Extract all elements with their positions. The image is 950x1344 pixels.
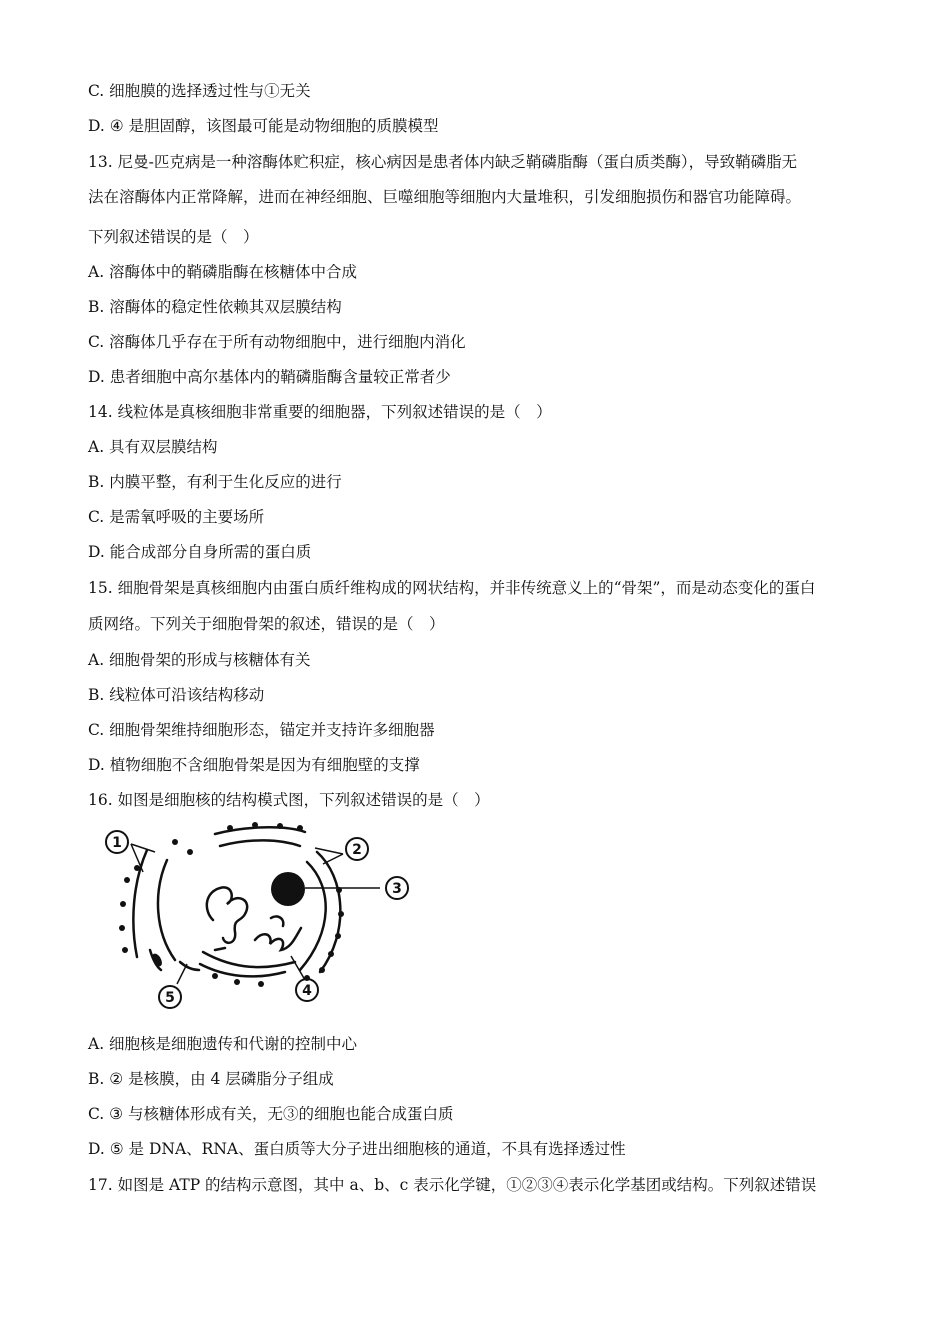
option-c: C. ③ 与核糖体形成有关，无③的细胞也能合成蛋白质	[88, 1105, 454, 1123]
question-17-stem: 17. 如图是 ATP 的结构示意图，其中 a、b、c 表示化学键，①②③④表示化学基团或结构。下列叙述错误	[88, 1176, 817, 1194]
question-14-stem: 14. 线粒体是真核细胞非常重要的细胞器，下列叙述错误的是（ ）	[88, 403, 552, 421]
question-15-stem: 15. 细胞骨架是真核细胞内由蛋白质纤维构成的网状结构，并非传统意义上的“骨架”，而是动态变化的蛋白	[88, 579, 816, 597]
option-b: B. 线粒体可沿该结构移动	[88, 686, 265, 704]
inner-membrane-bottom	[203, 952, 295, 967]
option-b: B. 溶酶体的稳定性依赖其双层膜结构	[88, 298, 342, 316]
inner-membrane-right	[300, 862, 326, 970]
option-c: C. 溶酶体几乎存在于所有动物细胞中，进行细胞内消化	[88, 333, 466, 351]
label-2: 2	[352, 842, 362, 858]
option-b: B. 内膜平整，有利于生化反应的进行	[88, 473, 342, 491]
option-d: D. 植物细胞不含细胞骨架是因为有细胞壁的支撑	[88, 756, 420, 774]
option-a: A. 溶酶体中的鞘磷脂酶在核糖体中合成	[88, 263, 358, 281]
chromatin	[255, 928, 301, 950]
text-line: 法在溶酶体内正常降解，进而在神经细胞、巨噬细胞等细胞内大量堆积，引发细胞损伤和器官功能障碍。	[88, 188, 802, 206]
ribosome-dots	[119, 822, 344, 987]
option-c: C. 是需氧呼吸的主要场所	[88, 508, 265, 526]
text-line: D. ④ 是胆固醇，该图最可能是动物细胞的质膜模型	[88, 117, 439, 135]
option-d: D. ⑤ 是 DNA、RNA、蛋白质等大分子进出细胞核的通道，不具有选择透过性	[88, 1140, 626, 1158]
option-c: C. 细胞骨架维持细胞形态，锚定并支持许多细胞器	[88, 721, 435, 739]
text-line: 下列叙述错误的是（ ）	[88, 228, 259, 246]
chromatin	[207, 887, 247, 942]
option-a: A. 细胞骨架的形成与核糖体有关	[88, 651, 311, 669]
inner-membrane-left	[158, 860, 175, 960]
label-1: 1	[112, 835, 122, 851]
text-line: C. 细胞膜的选择透过性与①无关	[88, 82, 311, 100]
label-4: 4	[302, 983, 312, 999]
option-d: D. 患者细胞中高尔基体内的鞘磷脂酶含量较正常者少	[88, 368, 451, 386]
label-5: 5	[165, 990, 175, 1006]
option-a: A. 细胞核是细胞遗传和代谢的控制中心	[88, 1035, 358, 1053]
text-line: 质网络。下列关于细胞骨架的叙述，错误的是（ ）	[88, 615, 445, 633]
question-16-stem: 16. 如图是细胞核的结构模式图，下列叙述错误的是（ ）	[88, 791, 490, 809]
nucleus-structure-diagram	[95, 822, 425, 1012]
option-a: A. 具有双层膜结构	[88, 438, 218, 456]
question-13-stem: 13. 尼曼-匹克病是一种溶酶体贮积症，核心病因是患者体内缺乏鞘磷脂酶（蛋白质类酶），导致鞘磷脂无	[88, 153, 798, 171]
label-3: 3	[392, 881, 402, 897]
inner-membrane-top	[220, 840, 300, 846]
nucleolus	[271, 872, 305, 906]
option-d: D. 能合成部分自身所需的蛋白质	[88, 543, 312, 561]
option-b: B. ② 是核膜，由 4 层磷脂分子组成	[88, 1070, 334, 1088]
